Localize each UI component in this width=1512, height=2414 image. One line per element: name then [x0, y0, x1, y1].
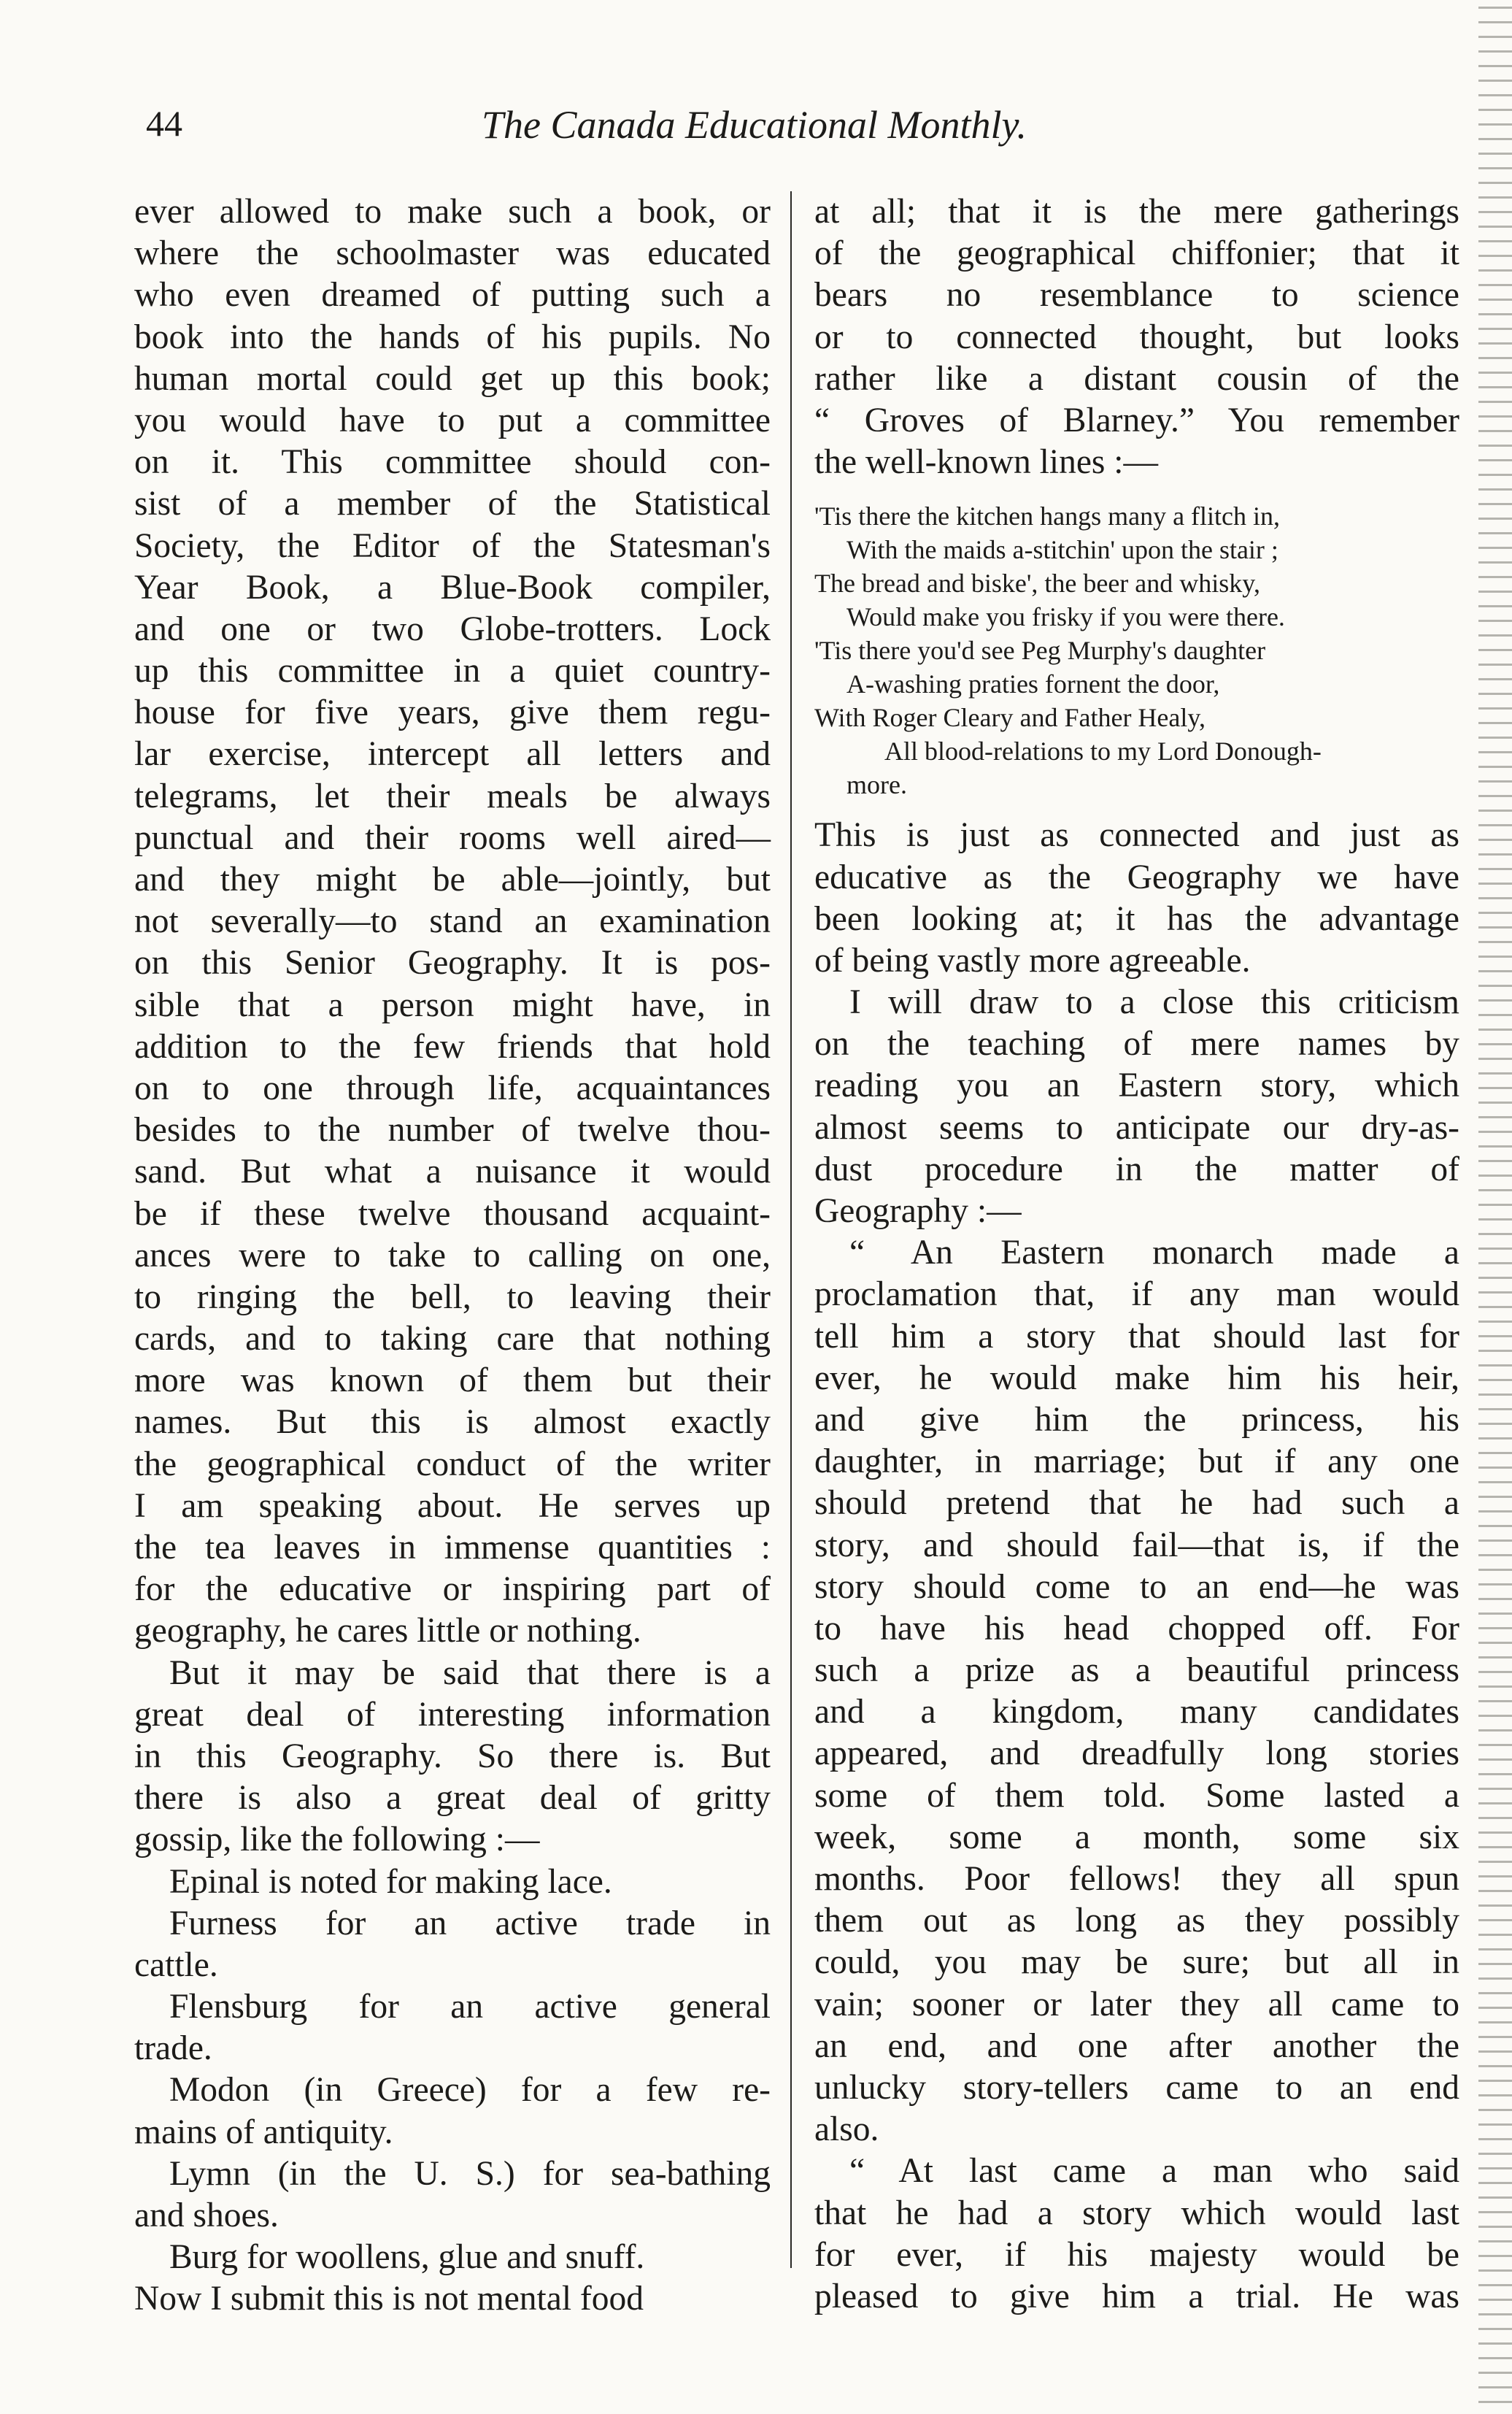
poem-line: 'Tis there the kitchen hangs many a flitch in, — [814, 501, 1281, 531]
text-line: geography, he cares little or nothing. — [134, 1612, 641, 1650]
text-line: book into the hands of his pupils. No — [134, 318, 771, 356]
text-line: human mortal could get up this book; — [134, 359, 771, 398]
text-line: of being vastly more agreeable. — [814, 941, 1251, 980]
text-line: “ Groves of Blarney.” You remember — [814, 401, 1459, 439]
text-line: of the geographical chiffonier; that it — [814, 234, 1459, 273]
left-column — [134, 191, 771, 2321]
text-line: educative as the Geography we have — [814, 858, 1459, 896]
text-line: tell him a story that should last for — [814, 1317, 1459, 1356]
text-line: lar exercise, intercept all letters and — [134, 735, 771, 774]
text-line: telegrams, let their meals be always — [134, 777, 771, 815]
text-line: But it may be said that there is a — [169, 1653, 771, 1692]
text-line: in this Geography. So there is. But — [134, 1737, 771, 1775]
paragraph-continued — [134, 191, 771, 1653]
text-line: Now I submit this is not mental food — [134, 2280, 644, 2318]
text-line: to ringing the bell, to leaving their — [134, 1277, 771, 1316]
text-line: ever, he would make him his heir, — [814, 1358, 1459, 1397]
text-line: on it. This committee should con- — [134, 443, 771, 482]
text-line: or to connected thought, but looks — [814, 318, 1459, 356]
text-line: cards, and to taking care that nothing — [134, 1320, 771, 1358]
text-line: more was known of them but their — [134, 1361, 771, 1400]
gossip-entry — [134, 2153, 771, 2237]
right-column — [814, 191, 1459, 2318]
text-line: on this Senior Geography. It is pos- — [134, 944, 771, 983]
text-line: unlucky story-tellers came to an end — [814, 2068, 1459, 2107]
text-line: and one or two Globe-trotters. Lock — [134, 610, 771, 648]
paragraph-gossip — [134, 1653, 771, 1861]
poem-line: more. — [846, 770, 907, 800]
text-line: be if these twelve thousand acquaint- — [134, 1194, 771, 1233]
text-line: on to one through life, acquaintances — [134, 1069, 771, 1107]
gossip-entry — [134, 2237, 771, 2278]
text-line: house for five years, give them regu- — [134, 693, 771, 732]
paragraph-closing — [814, 982, 1459, 1232]
text-line: some of them told. Some lasted a — [814, 1776, 1459, 1815]
text-line: been looking at; it has the advantage — [814, 899, 1459, 938]
text-line: dust procedure in the matter of — [814, 1150, 1459, 1188]
poem-line: A-washing praties fornent the door, — [846, 669, 1220, 699]
text-line: there is also a great deal of gritty — [134, 1779, 771, 1818]
text-line: for ever, if his majesty would be — [814, 2235, 1459, 2274]
text-line: to have his head chopped off. For — [814, 1609, 1459, 1648]
text-line: rather like a distant cousin of the — [814, 359, 1459, 398]
poem-line: With the maids a-stitchin' upon the stair ; — [846, 535, 1278, 565]
text-line: Year Book, a Blue-Book compiler, — [134, 568, 771, 607]
text-line: bears no resemblance to science — [814, 276, 1459, 315]
page-header — [0, 102, 1512, 161]
paragraph-continued — [814, 191, 1459, 483]
text-line: also. — [814, 2110, 879, 2149]
text-line: on the teaching of mere names by — [814, 1025, 1459, 1064]
text-line: that he had a story which would last — [814, 2194, 1459, 2232]
gossip-entry — [134, 1903, 771, 1986]
text-line: you would have to put a committee — [134, 401, 771, 439]
text-line: and give him the princess, his — [814, 1400, 1459, 1439]
text-line: not severally—to stand an examination — [134, 902, 771, 941]
text-line: Epinal is noted for making lace. — [169, 1862, 612, 1901]
text-line: almost seems to anticipate our dry-as- — [814, 1108, 1459, 1147]
text-line: Burg for woollens, glue and snuff. — [169, 2238, 645, 2277]
text-line: story should come to an end—he was — [814, 1567, 1459, 1606]
paragraph-comparison — [814, 815, 1459, 982]
text-line: and they might be able—jointly, but — [134, 861, 771, 899]
text-line: addition to the few friends that hold — [134, 1027, 771, 1066]
poem-line: 'Tis there you'd see Peg Murphy's daughter — [814, 636, 1266, 666]
text-line: appeared, and dreadfully long stories — [814, 1734, 1459, 1773]
paragraph-last — [814, 2150, 1459, 2318]
gossip-entry — [134, 1986, 771, 2069]
gossip-entry — [134, 1861, 771, 1903]
text-line: sist of a member of the Statistical — [134, 485, 771, 523]
text-line: ever allowed to make such a book, or — [134, 193, 771, 231]
text-line: at all; that it is the mere gatherings — [814, 193, 1459, 231]
running-title: The Canada Educational Monthly. — [482, 103, 1027, 147]
text-line: daughter, in marriage; but if any one — [814, 1442, 1459, 1481]
text-line: Flensburg for an active general — [169, 1988, 771, 2026]
text-line: mains of antiquity. — [134, 2113, 393, 2151]
text-line: sand. But what a nuisance it would — [134, 1153, 771, 1191]
poem-quote — [814, 499, 1459, 802]
page-number: 44 — [146, 103, 182, 144]
text-line: for the educative or inspiring part of — [134, 1570, 771, 1609]
text-line: and shoes. — [134, 2196, 279, 2234]
gossip-entry — [134, 2069, 771, 2153]
text-line: pleased to give him a trial. He was — [814, 2277, 1459, 2315]
text-line: could, you may be sure; but all in — [814, 1943, 1459, 1982]
text-line: Furness for an active trade in — [169, 1904, 771, 1942]
text-line: trade. — [134, 2029, 212, 2068]
poem-line: With Roger Cleary and Father Healy, — [814, 703, 1206, 733]
poem-line: All blood-relations to my Lord Donough- — [884, 737, 1322, 766]
text-line: Society, the Editor of the Statesman's — [134, 526, 771, 565]
text-line: the well-known lines :— — [814, 443, 1158, 482]
gossip-list — [134, 1861, 771, 2279]
poem-line: Would make you frisky if you were there. — [846, 602, 1285, 632]
text-line: Lymn (in the U. S.) for sea-bathing — [169, 2154, 771, 2193]
text-line: reading you an Eastern story, which — [814, 1066, 1459, 1105]
text-line: story, and should fail—that is, if the — [814, 1526, 1459, 1564]
text-line: up this committee in a quiet country- — [134, 652, 771, 691]
text-line: ances were to take to calling on one, — [134, 1236, 771, 1275]
paragraph-eastern-story — [814, 1232, 1459, 2150]
text-line: names. But this is almost exactly — [134, 1403, 771, 1442]
text-line: “ At last came a man who said — [849, 2152, 1459, 2191]
text-line: I am speaking about. He serves up — [134, 1486, 771, 1525]
text-line: Geography :— — [814, 1192, 1022, 1230]
text-line: I will draw to a close this criticism — [849, 983, 1459, 1022]
text-line: should pretend that he had such a — [814, 1484, 1459, 1523]
text-line: the tea leaves in immense quantities : — [134, 1529, 771, 1567]
text-line: week, some a month, some six — [814, 1818, 1459, 1856]
text-line: This is just as connected and just as — [814, 816, 1459, 855]
text-line: such a prize as a beautiful princess — [814, 1651, 1459, 1690]
text-line: vain; sooner or later they all came to — [814, 1985, 1459, 2023]
text-line: besides to the number of twelve thou- — [134, 1111, 771, 1150]
text-line: gossip, like the following :— — [134, 1821, 540, 1859]
text-line: an end, and one after another the — [814, 2026, 1459, 2065]
text-line: who even dreamed of putting such a — [134, 276, 771, 315]
text-line: months. Poor fellows! they all spun — [814, 1860, 1459, 1898]
text-line: the geographical conduct of the writer — [134, 1445, 771, 1483]
text-line: Modon (in Greece) for a few re- — [169, 2071, 771, 2110]
text-line: sible that a person might have, in — [134, 985, 771, 1024]
text-line: great deal of interesting information — [134, 1695, 771, 1734]
column-divider — [790, 191, 792, 2268]
poem-line: The bread and biske', the beer and whisky, — [814, 569, 1260, 599]
text-line: “ An Eastern monarch made a — [849, 1234, 1459, 1272]
text-line: them out as long as they possibly — [814, 1902, 1459, 1940]
text-line: and a kingdom, many candidates — [814, 1693, 1459, 1731]
text-line: where the schoolmaster was educated — [134, 234, 771, 273]
page-edge-shadow — [1478, 0, 1512, 2414]
text-line: cattle. — [134, 1945, 218, 1984]
text-line: punctual and their rooms well aired— — [134, 818, 771, 857]
text-line: proclamation that, if any man would — [814, 1275, 1459, 1314]
